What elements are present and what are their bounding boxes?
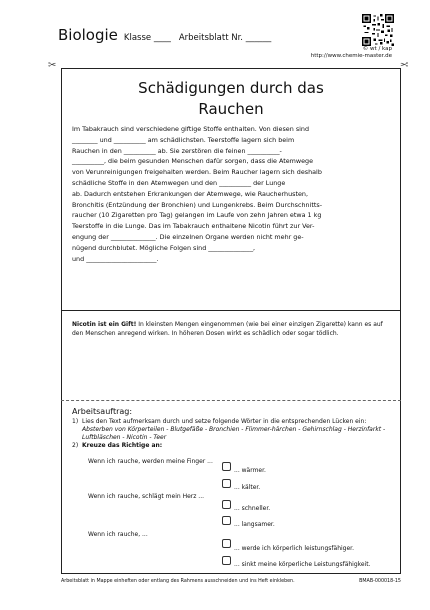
nicotin-text: In kleinsten Mengen eingenommen (wie bei einer einzigen Zigarette) kann es auf den Menschen anregend wirken. In höheren Dosen wirkt es schädlich oder sogar tödlich. — [72, 321, 383, 337]
text-line: engung der ______________. Die einzelnen Organe werden nicht mehr ge- — [72, 232, 304, 241]
answer-checkbox[interactable] — [222, 462, 231, 471]
text-line: schädliche Stoffe in den Atemwegen und den __________ der Lunge — [72, 178, 286, 187]
text-line: raucher (10 Zigaretten pro Tag) gelangen im Laufe von zehn Jahren etwa 1 kg — [72, 211, 322, 220]
task-section — [72, 407, 394, 450]
worksheet-header — [58, 26, 271, 48]
page-title — [61, 78, 401, 120]
task-instruction: Lies den Text aufmerksam durch und setze folgende Wörter in die entsprechenden Lücken ein: — [82, 418, 367, 425]
answer-option: ... langsamer. — [234, 521, 275, 528]
credit — [311, 46, 392, 61]
text-line: von Verunreinigungen freigehalten werden. Beim Raucher lagern sich deshalb — [72, 168, 322, 177]
footer-instruction: Arbeitsblatt in Mappe einheften oder entlang des Rahmens ausschneiden und ins Heft einkleben. — [61, 579, 295, 584]
answer-option: ... werde ich körperlich leistungsfähiger. — [234, 545, 355, 552]
task-number: 2) — [72, 442, 79, 450]
task-instruction: Kreuze das Richtige an: — [82, 442, 163, 450]
answer-checkbox[interactable] — [222, 539, 231, 548]
text-line: nügend durchblutet. Mögliche Folgen sind ______________, — [72, 243, 256, 252]
text-line: __________, die beim gesunden Menschen dafür sorgen, dass die Atemwege — [72, 157, 314, 166]
divider — [61, 400, 401, 401]
question-text: Wenn ich rauche, ... — [88, 531, 148, 538]
arbeitsblatt-label: Arbeitsblatt Nr. ______ — [178, 33, 272, 43]
scissors-icon: ✂ — [400, 60, 409, 71]
text-line: Bronchitis (Entzündung der Bronchien) und Lungenkrebs. Beim Durchschnitts- — [72, 200, 323, 209]
answer-checkbox[interactable] — [222, 556, 231, 565]
nicotin-heading: Nicotin ist ein Gift! — [72, 321, 137, 328]
credit-author: © wt / kap — [362, 46, 392, 52]
credit-url: http://www.chemie-master.de — [310, 53, 392, 60]
klasse-label: Klasse ____ — [123, 33, 171, 43]
answer-option: ... schneller. — [234, 505, 271, 512]
question-text: Wenn ich rauche, werden meine Finger ... — [88, 458, 213, 465]
title-line: Schädigungen durch das — [138, 79, 324, 97]
answer-checkbox[interactable] — [222, 516, 231, 525]
title-line: Rauchen — [198, 100, 264, 118]
word-list: Absterben von Körperteilen - Blutgefäße - Bronchien - Flimmer-härchen - Gehirnschlag - Herzinfarkt - Luftbläschen - Nicotin - Teer — [82, 425, 386, 441]
gap-text — [72, 124, 394, 264]
nicotin-note — [72, 321, 394, 338]
text-line: Im Tabakrauch sind verschiedene giftige Stoffe enthalten. Von diesen sind — [72, 125, 310, 133]
answer-checkbox[interactable] — [222, 479, 231, 488]
task-item-1 — [72, 418, 394, 441]
divider — [61, 310, 401, 311]
task-item-2 — [72, 442, 394, 450]
text-line: ________ und __________ am schädlichsten. Teerstoffe lagern sich beim — [72, 135, 295, 144]
text-line: und ______________________. — [72, 254, 159, 263]
text-line: Teerstoffe in die Lunge. Das im Tabakrauch enthaltene Nicotin führt zur Ver- — [72, 222, 315, 231]
document-code: BMAB-000018-15 — [359, 579, 401, 584]
qr-code-icon — [362, 14, 394, 46]
question-text: Wenn ich rauche, schlägt mein Herz ... — [88, 493, 205, 500]
task-heading: Arbeitsauftrag: — [72, 407, 133, 416]
text-line: Rauchen in den __________ ab. Sie zerstören die feinen __________- — [72, 146, 282, 155]
answer-option: ... sinkt meine körperliche Leistungsfähigkeit. — [234, 561, 371, 568]
text-line: ab. Dadurch entstehen Erkrankungen der Atemwege, wie Raucherhusten, — [72, 189, 308, 198]
scissors-icon: ✂ — [48, 60, 57, 71]
footer — [61, 579, 401, 584]
task-number: 1) — [72, 418, 79, 425]
answer-checkbox[interactable] — [222, 500, 231, 509]
subject-label: Biologie — [58, 26, 118, 44]
answer-option: ... kälter. — [234, 484, 261, 491]
answer-option: ... wärmer. — [234, 467, 266, 474]
